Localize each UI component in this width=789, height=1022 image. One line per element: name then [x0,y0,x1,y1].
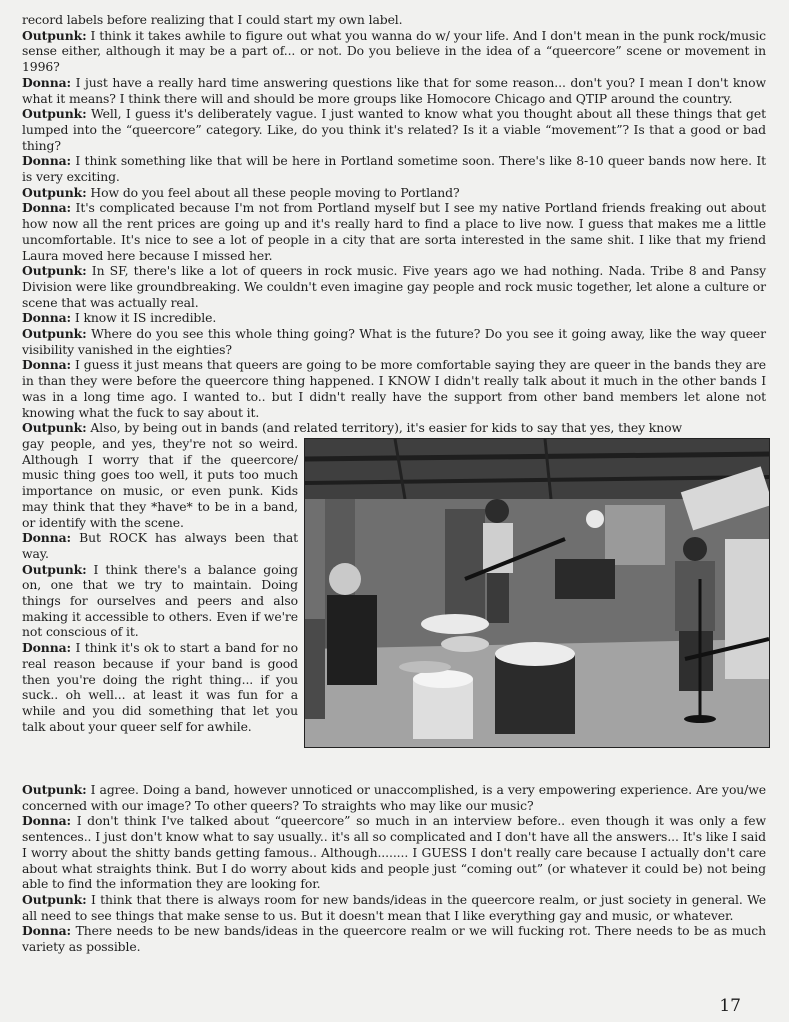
speaker-label: Outpunk: [22,184,87,200]
paragraph-text: In SF, there's like a lot of queers in rock music. Five years ago we had nothing. Nada. Tribe 8 and Pansy Division were like groundbreaking. We couldn't even imagine gay people and rock music together, let alone a culture or scene that was actually real. [22,263,766,310]
interview-paragraph [22,782,766,813]
speaker-label: Donna: [22,357,72,373]
paragraph-text: Where do you see this whole thing going? What is the future? Do you see it going away, like the way queer visibility vanished in the eighties? [22,326,766,357]
speaker-label: Outpunk: [22,326,87,342]
interview-paragraph [22,185,766,201]
interview-text-left-column [22,436,298,734]
speaker-label: Outpunk: [22,27,87,43]
interview-paragraph [22,436,298,530]
paragraph-text: How do you feel about all these people moving to Portland? [86,184,460,200]
paragraph-text: record labels before realizing that I could start my own label. [22,12,403,27]
interview-text-bottom [22,782,766,955]
paragraph-text: It's complicated because I'm not from Portland myself but I see my native Portland friends freaking out about how now all the rent prices are going up and it's really hard to find a place to live now. I guess that makes me a little uncomfortable. It's nice to see a lot of people in a city that are sorta interested in the same shit. I like that my friend Laura moved here because I missed her. [22,200,766,263]
speaker-label: Outpunk: [22,561,87,577]
interview-paragraph [22,326,766,357]
speaker-label: Donna: [22,310,72,326]
paragraph-text: I think there's a balance going on, one that we try to maintain. Doing things for ourselves and peers and also making it accessible to others. Even if we're not conscious of it. [22,561,298,640]
speaker-label: Donna: [22,530,72,546]
interview-paragraph [22,153,766,184]
paragraph-text: I think that there is always room for new bands/ideas in the queercore realm, or just society in general. We all need to see things that make sense to us. But it doesn't mean that I like everything gay and music, or whatever. [22,891,766,923]
interview-paragraph [22,530,298,561]
photo-section [22,436,766,782]
paragraph-text: There needs to be new bands/ideas in the queercore realm or we will fucking rot. There needs to be as much variety as possible. [22,923,766,955]
speaker-label: Donna: [22,923,72,939]
speaker-label: Outpunk: [22,263,87,279]
interview-paragraph [22,923,766,954]
interview-paragraph [22,106,766,153]
paragraph-text: I think it takes awhile to figure out what you wanna do w/ your life. And I don't mean in the punk rock/music sense either, although it may be a part of... or not. Do you believe in the idea of a “queercore” scene or movement in 1996? [22,27,766,75]
interview-paragraph [22,813,766,892]
page-number: 17 [719,996,741,1016]
interview-paragraph [22,310,766,326]
speaker-label: Donna: [22,813,72,829]
interview-text-top [22,12,766,436]
speaker-label: Outpunk: [22,106,87,122]
paragraph-text: I think it's ok to start a band for no real reason because if your band is good then you're doing the right thing... if you suck.. oh well... at least it was fun for a while and you did something that let you talk about your queer self for awhile. [22,640,298,734]
speaker-label: Outpunk: [22,420,87,436]
speaker-label: Outpunk: [22,891,87,907]
interview-paragraph [22,12,766,28]
interview-paragraph [22,200,766,263]
band-live-photo [304,438,770,748]
paragraph-text: I know it IS incredible. [71,310,217,326]
paragraph-text: I think something like that will be here in Portland sometime soon. There's like 8-10 queer bands now here. It is very exciting. [22,153,766,185]
interview-paragraph [22,562,298,641]
interview-paragraph [22,420,766,436]
paragraph-text: I agree. Doing a band, however unnoticed or unaccomplished, is a very empowering experience. Are you/we concerned with our image? To other queers? To straights who may like our music? [22,781,766,813]
paragraph-text: I just have a really hard time answering questions like that for some reason... don't you? I mean I don't know what it means? I think there will and should be more groups like Homocore Chicago and QTIP around the country. [22,74,766,106]
speaker-label: Donna: [22,200,72,216]
interview-paragraph [22,263,766,310]
speaker-label: Outpunk: [22,781,87,797]
speaker-label: Donna: [22,640,72,656]
interview-paragraph [22,75,766,106]
paragraph-text: But ROCK has always been that way. [22,530,298,561]
paragraph-text: I don't think I've talked about “queercore” so much in an interview before.. even though it was only a few sentences.. I just don't know what to say usually.. it's all so complicated and I don't have all the answers... It's like I said I worry about the shitty bands getting famous.. Although........ I GUESS I don't really care because I actually don't care about what straights think. But I do worry about kids and people just “coming out” (or whatever it could be) not being able to find the information they are looking for. [22,813,766,892]
paragraph-text: gay people, and yes, they're not so weird. Although I worry that if the queercore/ music thing goes too well, it puts too much importance on music, or even punk. Kids may think that they *have* to be in a band, or identify with the scene. [22,435,298,530]
interview-paragraph [22,892,766,923]
paragraph-text: Also, by being out in bands (and related territory), it's easier for kids to say that yes, they know [86,420,682,436]
speaker-label: Donna: [22,74,72,90]
article-page [22,12,766,955]
interview-paragraph [22,357,766,420]
interview-paragraph [22,28,766,75]
paragraph-text: I guess it just means that queers are going to be more comfortable saying they are queer in the bands they are in than they were before the queercore thing happened. I KNOW I didn't really talk about it much in the other bands I was in a long time ago. I wanted to.. but I didn't really have the support from other band members let alone not knowing what the fuck to say about it. [22,357,766,420]
speaker-label: Donna: [22,153,72,169]
interview-paragraph [22,640,298,734]
paragraph-text: Well, I guess it's deliberately vague. I just wanted to know what you thought about all these things that get lumped into the “queercore” category. Like, do you think it's related? Is it a viable “movement”? Is that a good or bad thing? [22,106,766,153]
